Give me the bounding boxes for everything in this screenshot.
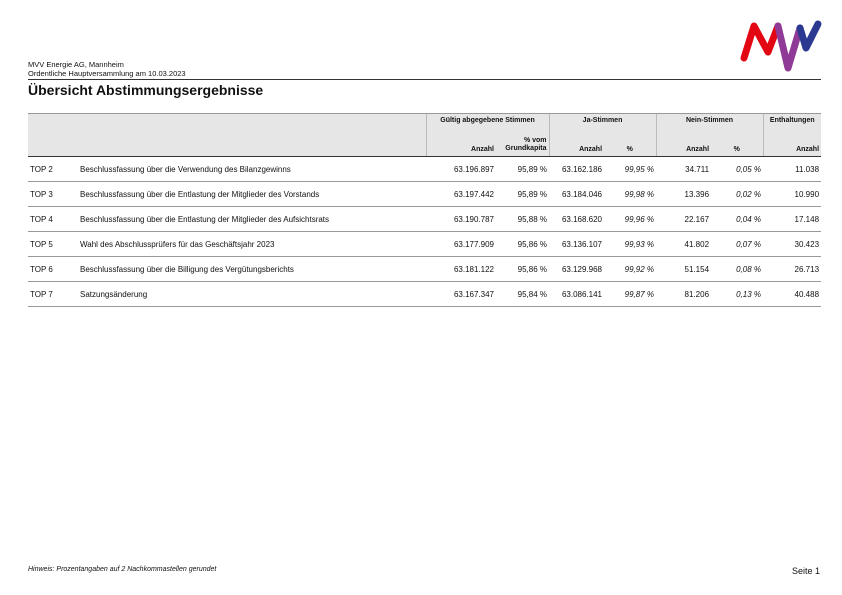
- valid-percent: 95,89 %: [496, 182, 549, 207]
- table-row: [28, 232, 821, 257]
- no-count: 34.711: [656, 157, 711, 182]
- valid-percent: 95,84 %: [496, 282, 549, 307]
- table-sub-header: [28, 130, 821, 157]
- abstain-count-header: Anzahl: [763, 130, 821, 157]
- group-no-votes: Nein-Stimmen: [656, 114, 763, 131]
- valid-count: 63.190.787: [426, 207, 496, 232]
- footnote: Hinweis: Prozentangaben auf 2 Nachkommastellen gerundet: [28, 566, 217, 573]
- yes-percent: 99,95 %: [604, 157, 656, 182]
- valid-count: 63.196.897: [426, 157, 496, 182]
- yes-percent: 99,98 %: [604, 182, 656, 207]
- group-valid-votes: Gültig abgegebene Stimmen: [426, 114, 549, 131]
- voting-results-table: [28, 113, 821, 307]
- company-name: MVV Energie AG, Mannheim: [28, 60, 124, 69]
- valid-count: 63.167.347: [426, 282, 496, 307]
- agenda-item: TOP 5: [28, 232, 78, 257]
- no-count: 41.802: [656, 232, 711, 257]
- no-percent-header: %: [711, 130, 763, 157]
- valid-percent: 95,89 %: [496, 157, 549, 182]
- group-abstentions: Enthaltungen: [763, 114, 821, 131]
- logo-v-stroke-2: [800, 24, 818, 48]
- valid-count: 63.197.442: [426, 182, 496, 207]
- valid-percent: 95,86 %: [496, 257, 549, 282]
- no-percent: 0,07 %: [711, 232, 763, 257]
- agenda-item: TOP 2: [28, 157, 78, 182]
- capital-percent-header-line2: Grundkapita: [505, 145, 547, 152]
- yes-percent-header: %: [604, 130, 656, 157]
- agenda-item: TOP 4: [28, 207, 78, 232]
- no-percent: 0,08 %: [711, 257, 763, 282]
- yes-percent: 99,92 %: [604, 257, 656, 282]
- abstain-count: 26.713: [763, 257, 821, 282]
- agenda-item: TOP 6: [28, 257, 78, 282]
- agenda-item: TOP 3: [28, 182, 78, 207]
- resolution-subject: Wahl des Abschlussprüfers für das Geschäftsjahr 2023: [78, 232, 426, 257]
- resolution-subject: Satzungsänderung: [78, 282, 426, 307]
- no-count: 22.167: [656, 207, 711, 232]
- agenda-item: TOP 7: [28, 282, 78, 307]
- yes-percent: 99,87 %: [604, 282, 656, 307]
- blank-subheader: [28, 130, 426, 157]
- no-count-header: Anzahl: [656, 130, 711, 157]
- yes-percent: 99,96 %: [604, 207, 656, 232]
- no-percent: 0,05 %: [711, 157, 763, 182]
- no-count: 13.396: [656, 182, 711, 207]
- capital-percent-header: [496, 130, 549, 157]
- table-row: [28, 257, 821, 282]
- yes-count: 63.129.968: [549, 257, 604, 282]
- valid-count: 63.177.909: [426, 232, 496, 257]
- mvv-logo: [740, 18, 824, 76]
- resolution-subject: Beschlussfassung über die Entlastung der Mitglieder des Aufsichtsrats: [78, 207, 426, 232]
- header-divider: [28, 79, 821, 80]
- meeting-info: Ordentliche Hauptversammlung am 10.03.2023: [28, 69, 186, 78]
- table-row: [28, 282, 821, 307]
- yes-count-header: Anzahl: [549, 130, 604, 157]
- valid-count: 63.181.122: [426, 257, 496, 282]
- table-group-header: [28, 114, 821, 131]
- valid-count-header: Anzahl: [426, 130, 496, 157]
- group-yes-votes: Ja-Stimmen: [549, 114, 656, 131]
- abstain-count: 40.488: [763, 282, 821, 307]
- table-row: [28, 207, 821, 232]
- no-count: 51.154: [656, 257, 711, 282]
- capital-percent-header-line1: % vom: [523, 137, 547, 144]
- yes-count: 63.184.046: [549, 182, 604, 207]
- page-title: Übersicht Abstimmungsergebnisse: [28, 82, 264, 98]
- resolution-subject: Beschlussfassung über die Entlastung der Mitglieder des Vorstands: [78, 182, 426, 207]
- no-percent: 0,02 %: [711, 182, 763, 207]
- logo-m-stroke: [744, 26, 778, 58]
- resolution-subject: Beschlussfassung über die Verwendung des Bilanzgewinns: [78, 157, 426, 182]
- valid-percent: 95,86 %: [496, 232, 549, 257]
- logo-v-stroke-1: [778, 26, 800, 68]
- yes-count: 63.086.141: [549, 282, 604, 307]
- table-row: [28, 182, 821, 207]
- table-row: [28, 157, 821, 182]
- no-count: 81.206: [656, 282, 711, 307]
- yes-count: 63.136.107: [549, 232, 604, 257]
- company-info: [28, 60, 186, 78]
- yes-percent: 99,93 %: [604, 232, 656, 257]
- valid-percent: 95,88 %: [496, 207, 549, 232]
- no-percent: 0,04 %: [711, 207, 763, 232]
- page-number: Seite 1: [791, 566, 820, 576]
- abstain-count: 17.148: [763, 207, 821, 232]
- resolution-subject: Beschlussfassung über die Billigung des Vergütungsberichts: [78, 257, 426, 282]
- blank-header: [28, 114, 426, 131]
- no-percent: 0,13 %: [711, 282, 763, 307]
- yes-count: 63.168.620: [549, 207, 604, 232]
- abstain-count: 10.990: [763, 182, 821, 207]
- abstain-count: 11.038: [763, 157, 821, 182]
- abstain-count: 30.423: [763, 232, 821, 257]
- yes-count: 63.162.186: [549, 157, 604, 182]
